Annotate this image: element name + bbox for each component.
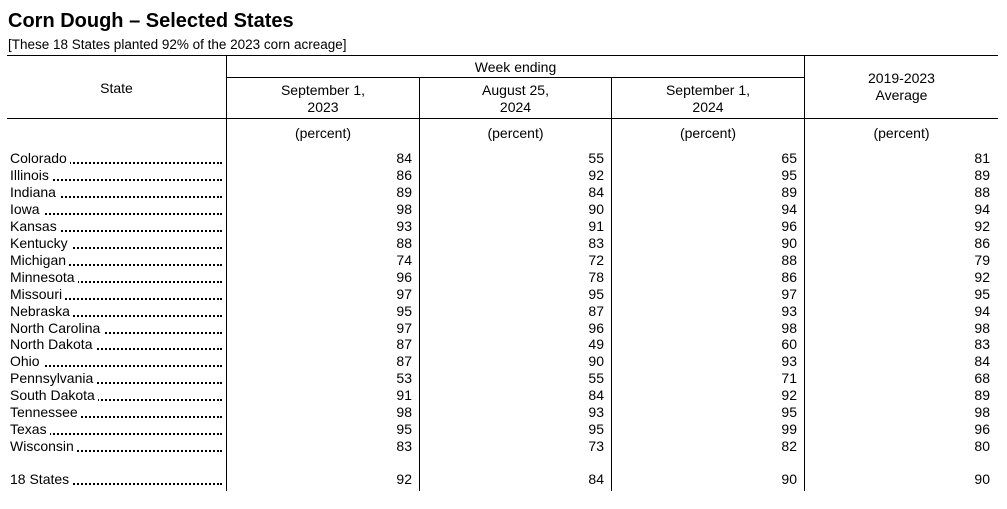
value-cell-col3: 86 xyxy=(781,268,797,285)
table-row xyxy=(7,150,998,167)
value-cell-col2: 55 xyxy=(588,370,604,387)
value-cell-col1: 97 xyxy=(396,319,412,336)
table-row xyxy=(7,421,998,438)
state-cell xyxy=(10,421,222,438)
value-cell-col3: 95 xyxy=(781,404,797,421)
value-cell-col4: 94 xyxy=(974,302,990,319)
col2-header-line1: August 25, xyxy=(482,82,549,98)
value-cell-col4: 68 xyxy=(974,370,990,387)
value-cell-col4: 81 xyxy=(974,150,990,166)
table-row xyxy=(7,370,998,387)
value-cell-col4: 96 xyxy=(974,421,990,438)
state-cell xyxy=(10,336,222,353)
value-cell-col2: 87 xyxy=(588,302,604,319)
col1-header xyxy=(227,82,419,116)
value-cell-col2: 84 xyxy=(588,387,604,404)
value-cell-col1: 98 xyxy=(396,200,412,217)
value-cell-col3: 65 xyxy=(781,150,797,166)
col4-header xyxy=(805,70,998,104)
total-row-cells xyxy=(7,471,998,488)
col3-unit: (percent) xyxy=(679,125,737,141)
table-row xyxy=(7,320,998,337)
value-cell-col2: 95 xyxy=(588,285,604,302)
value-cell-col2: 84 xyxy=(588,183,604,200)
value-cell-col3: 60 xyxy=(781,336,797,353)
state-name: North Carolina xyxy=(10,320,103,336)
state-cell xyxy=(10,269,222,286)
state-cell xyxy=(10,303,222,320)
value-cell-col1: 93 xyxy=(396,217,412,234)
value-cell-col4: 92 xyxy=(974,268,990,285)
week-ending-header: Week ending xyxy=(474,59,557,75)
state-name: North Dakota xyxy=(10,336,95,352)
value-cell-col1: 98 xyxy=(396,404,412,421)
value-cell-col3: 92 xyxy=(781,387,797,404)
value-cell-col1: 86 xyxy=(396,166,412,183)
value-cell-col2: 84 xyxy=(588,471,604,487)
value-cell-col3: 90 xyxy=(781,234,797,251)
state-name: South Dakota xyxy=(10,387,98,403)
state-name: Kentucky xyxy=(10,235,71,251)
state-name: Nebraska xyxy=(10,303,73,319)
value-cell-col3: 99 xyxy=(781,421,797,438)
value-cell-col2: 93 xyxy=(588,404,604,421)
value-cell-col1: 89 xyxy=(396,183,412,200)
value-cell-col4: 83 xyxy=(974,336,990,353)
table-row xyxy=(7,218,998,235)
state-name: Illinois xyxy=(10,167,52,183)
state-cell xyxy=(10,471,222,488)
state-cell xyxy=(10,387,222,404)
value-cell-col3: 71 xyxy=(781,370,797,387)
table-row xyxy=(7,353,998,370)
state-name: Ohio xyxy=(10,353,43,369)
value-cell-col3: 94 xyxy=(781,200,797,217)
table-row xyxy=(7,387,998,404)
col2-header xyxy=(420,82,611,116)
value-cell-col2: 95 xyxy=(588,421,604,438)
header-bottom-rule xyxy=(7,118,998,119)
value-cell-col3: 95 xyxy=(781,166,797,183)
value-cell-col3: 98 xyxy=(781,319,797,336)
state-cell xyxy=(10,184,222,201)
state-name: Missouri xyxy=(10,286,65,302)
table-row xyxy=(7,404,998,421)
value-cell-col2: 72 xyxy=(588,251,604,268)
table-row xyxy=(7,438,998,455)
value-cell-col1: 95 xyxy=(396,302,412,319)
value-cell-col4: 88 xyxy=(974,183,990,200)
state-cell xyxy=(10,235,222,252)
state-header: State xyxy=(100,80,133,96)
value-cell-col2: 49 xyxy=(588,336,604,353)
value-cell-col3: 90 xyxy=(781,471,797,487)
state-cell xyxy=(10,218,222,235)
value-cell-col1: 96 xyxy=(396,268,412,285)
table-row xyxy=(7,184,998,201)
value-cell-col1: 97 xyxy=(396,285,412,302)
state-name: Michigan xyxy=(10,252,69,268)
state-name: Wisconsin xyxy=(10,438,77,454)
value-cell-col4: 84 xyxy=(974,353,990,370)
value-cell-col1: 91 xyxy=(396,387,412,404)
col3-header-line2: 2024 xyxy=(692,99,724,115)
table-top-rule xyxy=(7,55,998,56)
value-cell-col4: 89 xyxy=(974,387,990,404)
table-row xyxy=(7,286,998,303)
state-name: 18 States xyxy=(10,471,72,487)
state-cell xyxy=(10,286,222,303)
value-cell-col2: 92 xyxy=(588,166,604,183)
col3-header-line1: September 1, xyxy=(665,82,751,98)
table-row xyxy=(7,235,998,252)
state-name: Kansas xyxy=(10,218,60,234)
state-cell xyxy=(10,353,222,370)
table-row xyxy=(7,201,998,218)
col1-header-line1: September 1, xyxy=(280,82,366,98)
value-cell-col2: 91 xyxy=(588,217,604,234)
state-name: Indiana xyxy=(10,184,59,200)
col3-header xyxy=(612,82,804,116)
value-cell-col1: 92 xyxy=(396,471,412,487)
value-cell-col2: 78 xyxy=(588,268,604,285)
value-cell-col3: 88 xyxy=(781,251,797,268)
value-cell-col3: 97 xyxy=(781,285,797,302)
state-cell xyxy=(10,438,222,455)
col4-header-line2: Average xyxy=(875,87,928,103)
state-cell xyxy=(10,252,222,269)
page-title: Corn Dough – Selected States xyxy=(8,10,294,32)
value-cell-col4: 86 xyxy=(974,234,990,251)
col1-header-line2: 2023 xyxy=(307,99,339,115)
value-cell-col4: 95 xyxy=(974,285,990,302)
value-cell-col1: 83 xyxy=(396,438,412,455)
col4-unit: (percent) xyxy=(873,125,930,141)
table-row xyxy=(7,167,998,184)
state-cell xyxy=(10,320,222,337)
value-cell-col1: 87 xyxy=(396,353,412,370)
state-name: Iowa xyxy=(10,201,43,217)
value-cell-col2: 83 xyxy=(588,234,604,251)
table-row xyxy=(7,269,998,286)
state-cell xyxy=(10,201,222,218)
value-cell-col3: 93 xyxy=(781,302,797,319)
state-name: Tennessee xyxy=(10,404,81,420)
value-cell-col4: 89 xyxy=(974,166,990,183)
value-cell-col4: 98 xyxy=(974,319,990,336)
value-cell-col1: 84 xyxy=(396,150,412,166)
table-row xyxy=(7,303,998,320)
state-name: Minnesota xyxy=(10,269,78,285)
state-cell xyxy=(10,150,222,167)
value-cell-col4: 94 xyxy=(974,200,990,217)
corn-dough-table xyxy=(7,55,998,491)
value-cell-col2: 96 xyxy=(588,319,604,336)
value-cell-col4: 92 xyxy=(974,217,990,234)
table-subtitle: [These 18 States planted 92% of the 2023 corn acreage] xyxy=(8,37,347,52)
col2-header-line2: 2024 xyxy=(499,99,532,115)
value-cell-col2: 55 xyxy=(588,150,604,166)
week-ending-rule xyxy=(226,77,804,78)
table-row xyxy=(7,336,998,353)
value-cell-col1: 74 xyxy=(396,251,412,268)
col4-header-line1: 2019-2023 xyxy=(868,70,935,86)
value-cell-col2: 90 xyxy=(588,353,604,370)
state-cell xyxy=(10,370,222,387)
value-cell-col4: 79 xyxy=(974,251,990,268)
value-cell-col4: 80 xyxy=(974,438,990,455)
state-name: Pennsylvania xyxy=(10,370,96,386)
state-cell xyxy=(10,167,222,184)
col1-unit: (percent) xyxy=(294,125,352,141)
value-cell-col4: 98 xyxy=(974,404,990,421)
state-name: Colorado xyxy=(10,150,70,166)
value-cell-col1: 88 xyxy=(396,234,412,251)
value-cell-col1: 95 xyxy=(396,421,412,438)
value-cell-col3: 89 xyxy=(781,183,797,200)
value-cell-col1: 53 xyxy=(396,370,412,387)
col2-unit: (percent) xyxy=(487,125,544,141)
state-cell xyxy=(10,404,222,421)
value-cell-col3: 82 xyxy=(781,438,797,455)
table-row xyxy=(7,252,998,269)
value-cell-col1: 87 xyxy=(396,336,412,353)
value-cell-col3: 93 xyxy=(781,353,797,370)
value-cell-col4: 90 xyxy=(974,471,990,487)
value-cell-col2: 90 xyxy=(588,200,604,217)
value-cell-col2: 73 xyxy=(588,438,604,455)
value-cell-col3: 96 xyxy=(781,217,797,234)
state-name: Texas xyxy=(10,421,50,437)
